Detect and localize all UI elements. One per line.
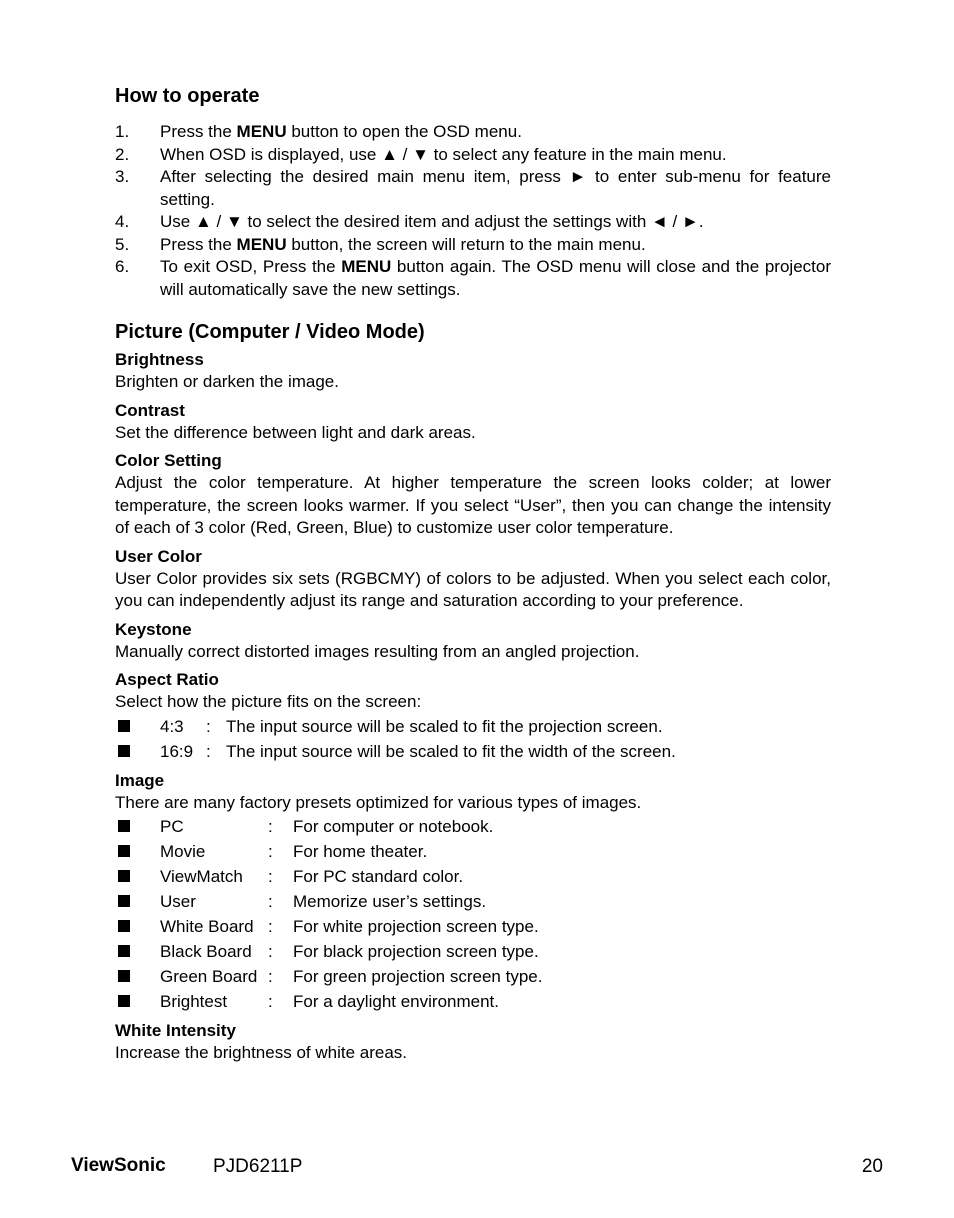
white-intensity-section xyxy=(115,1019,831,1065)
color-setting-section xyxy=(115,449,831,540)
how-to-operate-heading: How to operate xyxy=(115,85,260,107)
keystone-section xyxy=(115,618,831,664)
contrast-heading: Contrast xyxy=(115,400,185,420)
list-item: 6. To exit OSD, Press the MENU button again. The OSD menu will close and the projector will automatically save the new settings. xyxy=(115,257,831,299)
list-item: Brightest : For a daylight environment. xyxy=(115,989,831,1014)
contrast-text: Set the difference between light and dark areas. xyxy=(115,422,476,442)
image-list xyxy=(115,814,831,1014)
list-item: 16:9 : The input source will be scaled to fit the width of the screen. xyxy=(115,739,831,764)
bullet-square-icon xyxy=(115,714,160,739)
bullet-square-icon xyxy=(115,939,160,964)
color-setting-text: Adjust the color temperature. At higher temperature the screen looks colder; at lower temperature, the screen looks warmer. If you select “User”, then you can change the intensity of each of 3 color (Red, Green, Blue) to customize user color temperature. xyxy=(115,473,831,537)
contrast-section xyxy=(115,399,831,445)
page-content xyxy=(115,84,831,1065)
bullet-square-icon xyxy=(115,964,160,989)
list-item: 5. Press the MENU button, the screen will return to the main menu. xyxy=(115,234,646,254)
bullet-square-icon xyxy=(115,989,160,1014)
aspect-ratio-text: Select how the picture fits on the screen: xyxy=(115,692,422,711)
bullet-square-icon xyxy=(115,889,160,914)
brightness-text: Brighten or darken the image. xyxy=(115,372,339,391)
bullet-square-icon xyxy=(115,839,160,864)
bullet-square-icon xyxy=(115,739,160,764)
list-item: 4. Use ▲ / ▼ to select the desired item and adjust the settings with ◄ / ►. xyxy=(115,212,704,231)
footer-brand: ViewSonic xyxy=(71,1155,166,1176)
aspect-ratio-list xyxy=(115,714,831,764)
page-number: 20 xyxy=(861,1156,883,1177)
footer-model: PJD6211P xyxy=(213,1156,303,1177)
aspect-ratio-section xyxy=(115,668,831,764)
list-item: Black Board : For black projection screen type. xyxy=(115,939,831,964)
list-item: Movie : For home theater. xyxy=(115,839,831,864)
list-item: 3. After selecting the desired main menu item, press ► to enter sub-menu for feature setting. xyxy=(115,167,831,209)
white-intensity-heading: White Intensity xyxy=(115,1021,236,1040)
bullet-square-icon xyxy=(115,914,160,939)
bullet-square-icon xyxy=(115,814,160,839)
list-item: User : Memorize user’s settings. xyxy=(115,889,831,914)
user-color-section xyxy=(115,545,831,613)
picture-heading: Picture (Computer / Video Mode) xyxy=(115,321,425,343)
color-setting-heading: Color Setting xyxy=(115,451,222,470)
aspect-ratio-heading: Aspect Ratio xyxy=(115,670,219,689)
list-item: 2. When OSD is displayed, use ▲ / ▼ to select any feature in the main menu. xyxy=(115,144,727,164)
list-item: Green Board : For green projection screen type. xyxy=(115,964,831,989)
keystone-heading: Keystone xyxy=(115,619,192,639)
list-item: 4:3 : The input source will be scaled to fit the projection screen. xyxy=(115,714,831,739)
image-section xyxy=(115,769,831,1015)
list-item: ViewMatch : For PC standard color. xyxy=(115,864,831,889)
user-color-text: User Color provides six sets (RGBCMY) of colors to be adjusted. When you select each color, you can independently adjust its range and saturation according to your preference. xyxy=(115,568,831,610)
image-heading: Image xyxy=(115,770,165,790)
list-item: 1. Press the MENU button to open the OSD menu. xyxy=(115,122,522,141)
keystone-text: Manually correct distorted images resulting from an angled projection. xyxy=(115,641,640,661)
brightness-section xyxy=(115,348,831,394)
brightness-heading: Brightness xyxy=(115,350,204,369)
image-text: There are many factory presets optimized for various types of images. xyxy=(115,792,642,812)
page-footer xyxy=(71,1155,883,1181)
user-color-heading: User Color xyxy=(115,546,202,566)
bullet-square-icon xyxy=(115,864,160,889)
white-intensity-text: Increase the brightness of white areas. xyxy=(115,1043,407,1062)
steps-list xyxy=(115,121,831,301)
list-item: White Board : For white projection screen type. xyxy=(115,914,831,939)
list-item: PC : For computer or notebook. xyxy=(115,814,831,839)
